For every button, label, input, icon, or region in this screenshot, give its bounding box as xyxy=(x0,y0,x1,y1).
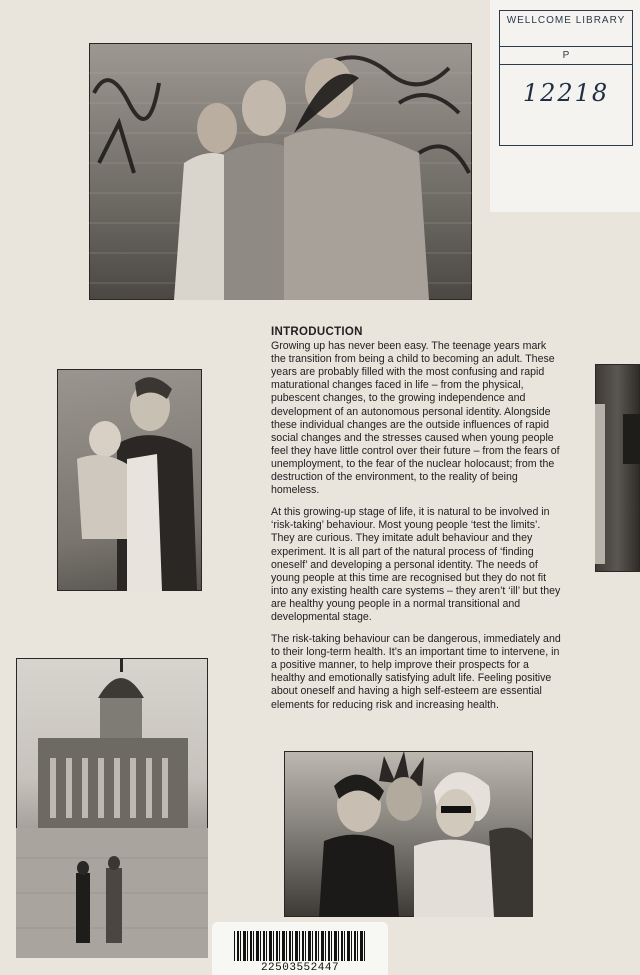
introduction-article xyxy=(271,326,561,721)
photo-teens-graffiti-wall xyxy=(89,43,472,300)
council-house-illustration xyxy=(16,658,208,958)
photo-edge-strip xyxy=(595,364,640,572)
library-stamp xyxy=(499,10,633,146)
stamp-shelf-mark: P xyxy=(500,47,632,65)
barcode-label xyxy=(212,922,388,975)
article-paragraph-1: Growing up has never been easy. The teenage years mark the transition from being a child to becoming an adult. These years are probably filled with the most confusing and rapid maturational changes faced in life – from the physical, pubescent changes, to the growing independence and development of an autonomous personal identity. Alongside these individual changes are the outside influences of rapid social changes and the stresses caused when young people feel they have little control over their future – from the fears of unemployment, to the fear of the nuclear holocaust; from the destruction of the environment, to the reality of being homeless. xyxy=(271,340,560,497)
stamp-library-name: WELLCOME LIBRARY xyxy=(500,11,632,47)
edge-strip-illustration xyxy=(595,364,640,572)
mother-child-illustration xyxy=(57,369,202,591)
photo-mother-with-child xyxy=(57,369,202,591)
barcode-number: 22503552447 xyxy=(260,962,340,974)
article-paragraph-3: The risk-taking behaviour can be dangerous, immediately and to their long-term health. It’s an important time to intervene, in a positive manner, to help improve their prospects for a healthy and emotionally satisfying adult life. Feeling positive about oneself and having a high self-esteem are essential elements for reducing risk and increasing health. xyxy=(271,633,561,711)
punk-teens-illustration xyxy=(284,751,533,917)
photo-punk-teens-group xyxy=(284,751,533,917)
graffiti-wall-illustration xyxy=(89,43,472,300)
article-paragraph-2: At this growing-up stage of life, it is natural to be involved in ‘risk-taking’ behaviour. Most young people ‘test the limits’. They are curious. They imitate adult behaviour and they experiment. It is all part of the natural process of ‘finding oneself’ and developing a personal identity. The needs of young people at this time are recognised but they do not fit into any existing health care systems – they aren’t ‘ill’ but they are healthy young people in a normal transitional and developmental stage. xyxy=(271,506,561,623)
article-heading: INTRODUCTION xyxy=(271,326,363,338)
photo-council-house-square xyxy=(16,658,208,958)
barcode-bars xyxy=(234,931,366,961)
stamp-accession-number: 12218 xyxy=(522,79,610,107)
